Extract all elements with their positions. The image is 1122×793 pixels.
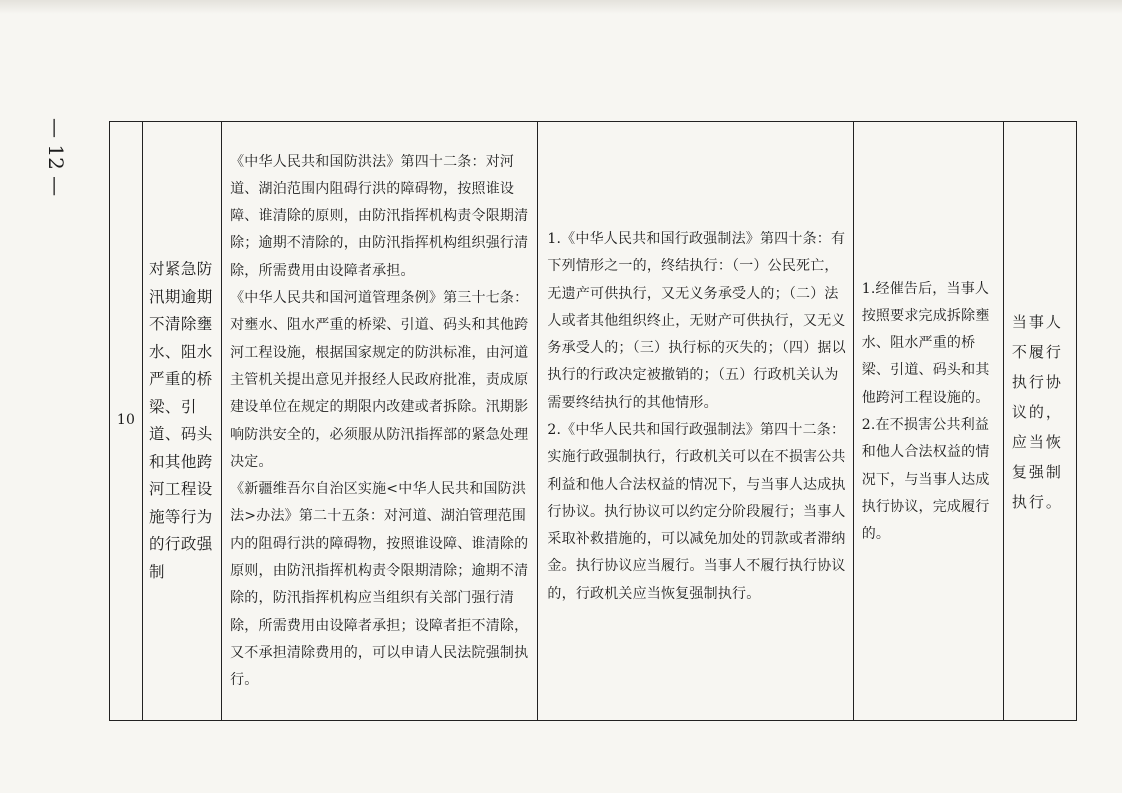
- termination-basis-article-40: 1.《中华人民共和国行政强制法》第四十条：有下列情形之一的，终结执行：（一）公民死亡，无遗产可供执行，又无义务承受人的；（二）法人或者其他组织终止，无财产可供执行，又无义务承受人的；（三）执行标的灭失的；（四）据以执行的行政决定被撤销的；（五）行政机关认为需要终结执行的其他情形。: [547, 230, 846, 411]
- termination-basis-article-42: 2.《中华人民共和国行政强制法》第四十二条：实施行政强制执行，行政机关可以在不损害公共利益和他人合法权益的情况下，与当事人达成执行协议。执行协议可以约定分阶段履行；当事人采取补救措施的，可以减免加处的罚款或者滞纳金。执行协议应当履行。当事人不履行执行协议的，行政机关应当恢复强制执行。: [547, 422, 846, 602]
- item-name-cell: [143, 122, 222, 721]
- basis-paragraph-river-regulation: 《中华人民共和国河道管理条例》第三十七条：对壅水、阻水严重的桥梁、引道、码头和其他跨河工程设施，根据国家规定的防洪标准，由河道主管机关提出意见并报经人民政府批准，责成原建设单位在规定的期限内改建或者拆除。汛期影响防洪安全的，必须服从防汛指挥部的紧急处理决定。: [230, 290, 529, 470]
- row-number: 10: [116, 412, 136, 429]
- enforcement-table: [109, 121, 1077, 721]
- condition-item-2: 2.在不损害公共利益和他人合法权益的情况下，与当事人达成执行协议，完成履行的。: [861, 417, 990, 543]
- legal-basis-cell: [222, 122, 538, 721]
- basis-paragraph-flood-control-law: 《中华人民共和国防洪法》第四十二条：对河道、湖泊范围内阻碍行洪的障碍物，按照谁设障、谁清除的原则，由防汛指挥机构责令限期清除；逾期不清除的，由防汛指挥机构组织强行清除，所需费用由设障者承担。: [230, 153, 529, 279]
- page-number: — 12 —: [44, 118, 68, 197]
- condition-item-1: 1.经催告后，当事人按照要求完成拆除壅水、阻水严重的桥梁、引道、码头和其他跨河工程设施的。: [861, 280, 990, 406]
- table-row: [110, 122, 1077, 721]
- termination-basis-cell: [538, 122, 853, 721]
- conditions-cell: [853, 122, 1003, 721]
- result-cell: [1003, 122, 1076, 721]
- row-number-cell: [110, 122, 143, 721]
- scan-edge-shadow: [0, 0, 1122, 14]
- item-name: 对紧急防汛期逾期不清除壅水、阻水严重的桥梁、引道、码头和其他跨河工程设施等行为的行政强制: [149, 260, 213, 581]
- basis-paragraph-xinjiang-measures: 《新疆维吾尔自治区实施<中华人民共和国防洪法>办法》第二十五条：对河道、湖泊管理范围内的阻碍行洪的障碍物，按照谁设障、谁清除的原则，由防汛指挥机构责令限期清除；逾期不清除的，防汛指挥机构应当组织有关部门强行清除，所需费用由设障者承担；设障者拒不清除，又不承担清除费用的，可以申请人民法院强制执行。: [230, 481, 529, 689]
- result-text: 当事人不履行执行协议的，应当恢复强制执行。: [1011, 313, 1063, 511]
